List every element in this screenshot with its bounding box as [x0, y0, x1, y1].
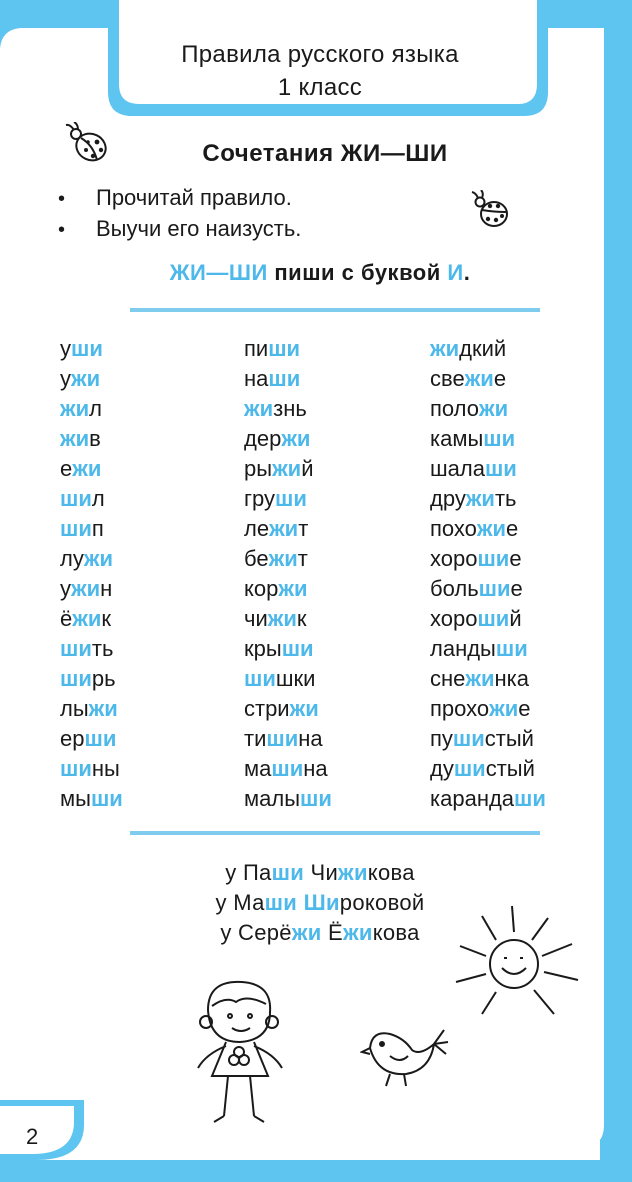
word-item — [430, 784, 546, 814]
word-item — [244, 334, 332, 364]
word-post: п — [91, 516, 104, 541]
word-item — [430, 394, 546, 424]
word-pre: чи — [244, 606, 268, 631]
word-post: на — [298, 726, 323, 751]
divider-top — [130, 308, 540, 312]
word-post: к — [296, 606, 307, 631]
word-item — [430, 634, 546, 664]
word-item — [244, 544, 332, 574]
name-text: Ё — [321, 920, 343, 945]
word-syllable: жи — [60, 396, 90, 421]
word-column-2 — [244, 334, 332, 814]
word-syllable: жи — [71, 576, 101, 601]
instruction-text: Выучи его наизусть. — [96, 216, 302, 241]
name-text: у Ма — [215, 890, 265, 915]
word-post: й — [301, 456, 314, 481]
word-pre: пи — [244, 336, 269, 361]
name-text: у Серё — [220, 920, 292, 945]
word-pre: пу — [430, 726, 453, 751]
rule-text: пиши с буквой — [267, 260, 448, 285]
word-syllable: жи — [476, 516, 507, 541]
name-text: роковой — [339, 890, 425, 915]
word-pre: малы — [244, 786, 301, 811]
word-syllable: ши — [268, 366, 301, 391]
word-syllable: жи — [71, 366, 101, 391]
word-pre: у — [60, 366, 71, 391]
word-item — [244, 694, 332, 724]
name-syllable: жи — [338, 860, 368, 885]
word-syllable: ши — [514, 786, 546, 811]
word-syllable: жи — [88, 696, 118, 721]
divider-bottom — [130, 831, 540, 835]
word-syllable: жи — [465, 666, 495, 691]
word-syllable: ши — [453, 756, 486, 781]
word-item — [244, 364, 332, 394]
ladybug-icon — [470, 190, 514, 234]
word-item — [430, 604, 546, 634]
word-syllable: ши — [90, 786, 123, 811]
word-post: ть — [494, 486, 517, 511]
word-post: т — [297, 546, 308, 571]
word-item — [244, 394, 332, 424]
word-pre: све — [430, 366, 465, 391]
word-item — [60, 454, 123, 484]
word-syllable: жи — [269, 516, 299, 541]
word-pre: на — [244, 366, 269, 391]
word-item — [430, 574, 546, 604]
word-pre: лу — [60, 546, 84, 571]
topic-title: Сочетания ЖИ—ШИ — [202, 140, 448, 167]
instruction-item — [58, 213, 301, 244]
word-item — [244, 664, 332, 694]
word-column-1 — [60, 334, 123, 814]
word-item — [60, 484, 123, 514]
word-syllable: жи — [489, 696, 519, 721]
word-item — [60, 364, 123, 394]
name-syllable: ши — [271, 860, 305, 885]
word-syllable: жи — [60, 426, 90, 451]
page-number: 2 — [26, 1124, 39, 1149]
word-syllable: ши — [281, 636, 314, 661]
word-pre: у — [60, 576, 71, 601]
word-syllable: ши — [495, 636, 528, 661]
word-post: шки — [275, 666, 316, 691]
word-syllable: жи — [278, 576, 308, 601]
word-column-3 — [430, 334, 546, 814]
word-pre: прохо — [430, 696, 490, 721]
word-item — [430, 364, 546, 394]
word-post: ны — [91, 756, 120, 781]
word-syllable: ши — [60, 486, 92, 511]
word-item — [60, 634, 123, 664]
word-item — [244, 574, 332, 604]
word-post: е — [509, 546, 522, 571]
word-pre: е — [60, 456, 73, 481]
word-syllable: ши — [477, 546, 510, 571]
word-item — [244, 604, 332, 634]
word-item — [430, 694, 546, 724]
word-item — [60, 334, 123, 364]
word-item — [430, 454, 546, 484]
word-item — [430, 544, 546, 574]
word-item — [244, 724, 332, 754]
word-syllable: ши — [60, 666, 92, 691]
word-pre: ма — [244, 756, 272, 781]
word-syllable: жи — [244, 396, 274, 421]
word-post: на — [303, 756, 328, 781]
word-pre: бе — [244, 546, 269, 571]
word-syllable: ши — [477, 606, 510, 631]
word-post: е — [510, 576, 523, 601]
word-post: к — [101, 606, 111, 631]
word-syllable: ши — [271, 756, 304, 781]
word-pre: кры — [244, 636, 282, 661]
word-item — [430, 514, 546, 544]
rule-letter: И — [447, 260, 464, 285]
word-pre: у — [60, 336, 71, 361]
word-syllable: жи — [430, 336, 460, 361]
word-syllable: ши — [60, 516, 92, 541]
word-pre: ти — [244, 726, 267, 751]
word-pre: сне — [430, 666, 466, 691]
word-item — [244, 784, 332, 814]
word-item — [60, 424, 123, 454]
word-pre: дру — [430, 486, 466, 511]
word-pre: хоро — [430, 546, 478, 571]
word-syllable: ши — [266, 726, 299, 751]
word-post: е — [493, 366, 507, 391]
word-syllable: ши — [483, 426, 516, 451]
word-item — [244, 514, 332, 544]
word-syllable: жи — [267, 606, 297, 631]
word-post: рь — [91, 666, 116, 691]
word-syllable: жи — [281, 426, 311, 451]
word-item — [244, 484, 332, 514]
word-item — [60, 604, 123, 634]
word-syllable: ши — [60, 636, 92, 661]
word-item — [60, 664, 123, 694]
word-pre: каранда — [430, 786, 515, 811]
page-header — [130, 38, 510, 104]
word-pre: похо — [430, 516, 477, 541]
word-item — [60, 694, 123, 724]
instruction-item — [58, 182, 301, 213]
word-pre: дер — [244, 426, 282, 451]
word-syllable: жи — [272, 456, 302, 481]
word-pre: хоро — [430, 606, 478, 631]
word-syllable: жи — [464, 366, 494, 391]
word-pre: мы — [60, 786, 91, 811]
word-pre: поло — [430, 396, 479, 421]
word-item — [430, 484, 546, 514]
bullet: • — [58, 219, 66, 241]
word-pre: ду — [430, 756, 454, 781]
word-pre: ле — [244, 516, 270, 541]
word-pre: камы — [430, 426, 484, 451]
word-pre: ланды — [430, 636, 496, 661]
word-syllable: ши — [452, 726, 485, 751]
rule-statement — [120, 260, 520, 286]
word-post: ть — [91, 636, 114, 661]
name-syllable: жи — [291, 920, 322, 945]
word-syllable: жи — [72, 456, 102, 481]
word-item — [60, 544, 123, 574]
word-item — [60, 784, 123, 814]
word-pre: ё — [60, 606, 73, 631]
name-text: кова — [372, 920, 420, 945]
name-syllable: Ши — [303, 890, 340, 915]
word-syllable: ши — [71, 336, 103, 361]
sun-icon — [452, 902, 582, 1022]
word-syllable: жи — [72, 606, 102, 631]
word-syllable: ши — [60, 756, 92, 781]
word-item — [60, 724, 123, 754]
word-syllable: жи — [478, 396, 509, 421]
word-pre: боль — [430, 576, 479, 601]
word-pre: ер — [60, 726, 85, 751]
word-item — [430, 754, 546, 784]
word-post: стый — [485, 756, 535, 781]
word-post: л — [89, 396, 102, 421]
header-title-line2: 1 класс — [277, 74, 363, 101]
word-post: нка — [494, 666, 530, 691]
word-item — [244, 634, 332, 664]
word-post: знь — [273, 396, 307, 421]
word-syllable: ши — [478, 576, 511, 601]
word-post: в — [89, 426, 101, 451]
word-pre: шала — [430, 456, 485, 481]
word-post: л — [91, 486, 105, 511]
name-line — [130, 858, 510, 888]
word-item — [430, 724, 546, 754]
word-post: н — [100, 576, 113, 601]
name-text: кова — [367, 860, 415, 885]
word-syllable: жи — [83, 546, 113, 571]
word-post: стый — [484, 726, 534, 751]
bullet: • — [58, 188, 66, 210]
word-syllable: ши — [244, 666, 276, 691]
bird-icon — [360, 1020, 450, 1090]
word-post: е — [506, 516, 519, 541]
name-syllable: ши — [264, 890, 298, 915]
word-item — [244, 454, 332, 484]
girl-illustration — [186, 976, 296, 1136]
word-item — [60, 754, 123, 784]
instruction-text: Прочитай правило. — [96, 185, 292, 210]
word-syllable: жи — [268, 546, 298, 571]
name-syllable: жи — [342, 920, 373, 945]
word-item — [430, 334, 546, 364]
word-syllable: ши — [268, 336, 301, 361]
rule-period: . — [463, 260, 471, 285]
word-item — [430, 664, 546, 694]
name-text: Чи — [304, 860, 339, 885]
word-pre: стри — [244, 696, 290, 721]
word-syllable: жи — [465, 486, 495, 511]
word-pre: кор — [244, 576, 279, 601]
word-pre: ры — [244, 456, 273, 481]
name-text: у Па — [225, 860, 272, 885]
word-syllable: ши — [275, 486, 307, 511]
word-syllable: ши — [484, 456, 517, 481]
word-post: т — [298, 516, 309, 541]
word-post: е — [518, 696, 531, 721]
word-syllable: ши — [300, 786, 332, 811]
word-item — [60, 514, 123, 544]
word-item — [244, 754, 332, 784]
header-title-line1: Правила русского языка — [181, 41, 459, 68]
word-pre: гру — [244, 486, 276, 511]
word-post: дкий — [459, 336, 507, 361]
word-post: й — [509, 606, 522, 631]
word-syllable: ши — [84, 726, 117, 751]
instructions-list — [58, 182, 301, 244]
word-item — [244, 424, 332, 454]
ladybug-icon — [64, 122, 114, 172]
word-item — [430, 424, 546, 454]
word-pre: лы — [60, 696, 89, 721]
word-syllable: жи — [289, 696, 319, 721]
rule-syllables: ЖИ—ШИ — [169, 260, 268, 285]
word-item — [60, 574, 123, 604]
word-item — [60, 394, 123, 424]
